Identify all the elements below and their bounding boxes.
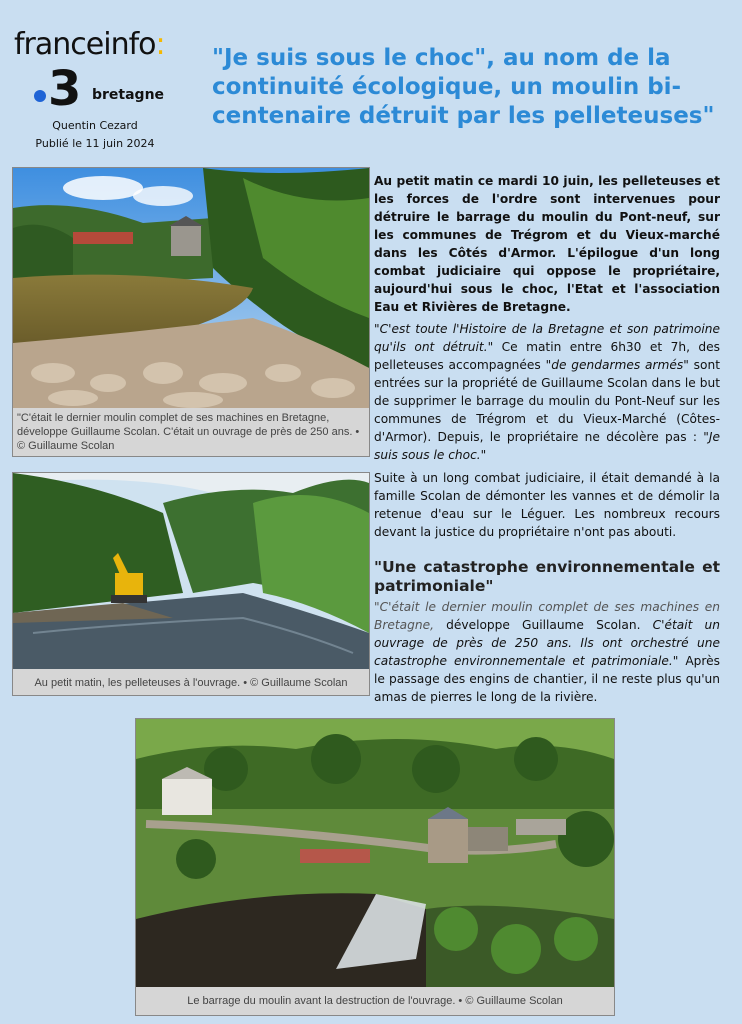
quote-shock: "Je suis sous le choc." xyxy=(374,430,720,462)
article-paragraph-4: "C'était le dernier moulin complet de ses machines en Bretagne, développe Guillaume Scolan. C'était un ouvrage de près de 250 ans. Ils ont orchestré une catastrophe environnementale et patrimoniale." Après le passage des engins de chantier, il ne reste plus qu'un amas de pierres le long de la rivière. xyxy=(374,600,720,704)
quote-gendarmes: "de gendarmes armés" xyxy=(545,358,689,372)
photo-2-image xyxy=(13,473,369,669)
article-body-top xyxy=(374,172,720,468)
logo-channel-number: 3 xyxy=(48,61,82,117)
logo-france3-row xyxy=(34,61,184,117)
photo-2-frame xyxy=(12,472,370,696)
article-lead: Au petit matin ce mardi 10 juin, les pelleteuses et les forces de l'ordre sont intervenues pour détruire le barrage du moulin du Pont-neuf, sur les communes de Trégrom et du Vieux-marché dans les Côtés d'Armor. L'épilogue d'un long combat judiciaire qui oppose le propriétaire, aujourd'hui sous le choc, l'Etat et l'association Eau et Rivières de Bretagne. xyxy=(374,174,720,314)
article-headline: "Je suis sous le choc", au nom de la continuité écologique, un moulin bi-centenaire détruit par les pelleteuses" xyxy=(212,45,715,129)
photo-1-frame xyxy=(12,167,370,457)
article-subheading: "Une catastrophe environnementale et patrimoniale" xyxy=(374,558,720,595)
logo-region: bretagne xyxy=(92,87,165,103)
photo-3-caption: Le barrage du moulin avant la destruction de l'ouvrage. • © Guillaume Scolan xyxy=(187,995,563,1007)
franceinfo-logo xyxy=(14,27,184,117)
photo-3-frame xyxy=(135,718,615,1016)
quote-history: "C'est toute l'Histoire de la Bretagne et son patrimoine qu'ils ont détruit." xyxy=(374,322,720,354)
photo-1-image xyxy=(13,168,369,408)
byline xyxy=(20,117,170,153)
photo-3-image xyxy=(136,719,614,987)
logo-dot-icon xyxy=(34,90,46,102)
logo-colon: : xyxy=(155,27,165,62)
publish-date: Publié le 11 juin 2024 xyxy=(35,137,155,150)
photo-2-caption: Au petit matin, les pelleteuses à l'ouvrage. • © Guillaume Scolan xyxy=(34,677,348,689)
article-paragraph-3: Suite à un long combat judiciaire, il était demandé à la famille Scolan de démonter les vannes et de démolir la retenue d'eau sur le Léguer. Les nombreux recours devant la justice du propriétaire n'ont pas abouti. xyxy=(374,471,720,539)
photo-1-caption: "C'était le dernier moulin complet de ses machines en Bretagne, développe Guillaume Scolan. C'était un ouvrage de près de 250 ans. • © Guillaume Scolan xyxy=(17,412,360,452)
logo-wordmark: franceinfo xyxy=(14,27,156,62)
author-name: Quentin Cezard xyxy=(52,119,138,132)
article-paragraph-2: "C'est toute l'Histoire de la Bretagne et son patrimoine qu'ils ont détruit." Ce matin entre 6h30 et 7h, des pelleteuses accompagnées "de gendarmes armés" sont entrées sur la propriété de Guillaume Scolan dans le but de supprimer le barrage du moulin du Pont-Neuf sur les communes de Trégrom et du Vieux-Marché (Côtes-d'Armor). Depuis, le propriétaire ne décolère pas : "Je suis sous le choc." xyxy=(374,322,720,462)
